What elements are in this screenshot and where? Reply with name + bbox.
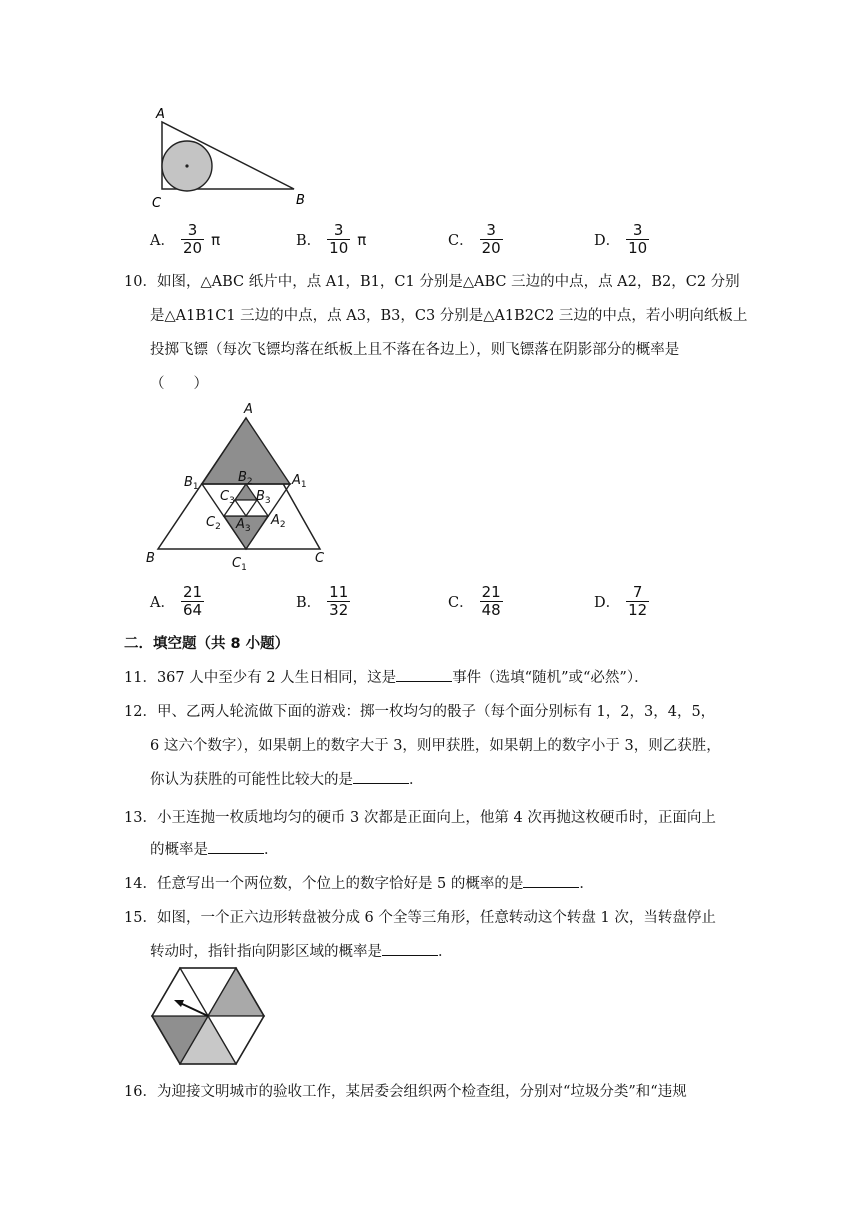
q9-option-a [150,222,220,257]
vertex-C3-label: $C_3$ [220,489,235,506]
numerator: 11 [329,583,349,601]
numerator: 3 [187,221,198,239]
q13-line-2 [150,838,279,859]
q13-line-1 [124,806,716,827]
question-text: 367 人中至少有 2 人生日相同，这是 [156,670,397,686]
question-text: 你认为获胜的可能性比较大的是 [150,772,353,788]
q9-option-c [448,222,503,257]
pi-symbol: π [211,230,221,249]
question-number: 11． [124,670,157,686]
pi-symbol: π [357,230,367,249]
question-text: 如图，△ABC 纸片中，点 A1，B1，C1 分别是△ABC 三边的中点，点 A2，B2，C2 分别 [156,274,740,290]
section-heading: 二．填空题（共 8 小题） [124,636,290,652]
denominator: 20 [182,239,203,257]
triangle-incircle-figure [148,104,318,216]
numerator: 3 [486,221,496,239]
question-text: 为迎接文明城市的验收工作，某居委会组织两个检查组，分别对“垃圾分类”和“违规 [156,1084,687,1100]
question-text: ． [579,876,594,892]
q9-option-d [594,222,649,257]
option-label: C． [448,233,474,249]
fraction [480,222,503,257]
denominator: 64 [182,601,203,619]
vertex-A2-label: $A_2$ [271,513,286,530]
vertex-B-label: B [296,193,305,208]
answer-blank[interactable] [353,769,409,784]
question-text: 转动时，指针指向阴影区域的概率是 [150,944,382,960]
option-label: A． [150,595,175,611]
q10-option-d [594,584,649,619]
vertex-C-label: C [315,551,325,566]
vertex-C1-label: $C_1$ [232,556,247,570]
q10-option-a [150,584,204,619]
answer-blank[interactable] [382,941,438,956]
option-label: A． [150,233,175,249]
q12-line-1 [124,700,715,721]
vertex-C-label: C [152,196,162,211]
numerator: 7 [632,583,643,601]
question-text: ． [409,772,424,788]
q10-line-1 [124,270,740,291]
fraction [480,584,503,619]
q10-line-3: 投掷飞镖（每次飞镖均落在纸板上且不落在各边上），则飞镖落在阴影部分的概率是 [150,342,680,358]
fraction [626,222,649,257]
question-number: 13． [124,810,157,826]
q12-line-3 [150,768,424,789]
fraction [327,222,350,257]
fraction [626,584,649,619]
q11 [124,666,649,687]
q12-line-2: 6 这六个数字），如果朝上的数字大于 3，则甲获胜，如果朝上的数字小于 3，则乙获胜， [150,738,721,754]
question-text: 任意写出一个两位数，个位上的数字恰好是 5 的概率的是 [156,876,524,892]
question-text: ． [438,944,453,960]
denominator: 10 [628,239,648,257]
numerator: 3 [632,221,643,239]
question-text: 事件（选填“随机”或“必然”）． [452,670,649,686]
option-label: C． [448,595,474,611]
answer-blank[interactable] [523,873,579,888]
denominator: 20 [481,239,501,257]
vertex-A3-label: $A_3$ [236,517,251,534]
vertex-B2-label: $B_2$ [238,470,253,487]
question-number: 10． [124,274,157,290]
vertex-A1-label: $A_1$ [292,473,307,490]
vertex-B-label: B [146,551,155,566]
numerator: 3 [333,221,344,239]
answer-blank[interactable] [208,839,264,854]
question-text: 甲、乙两人轮流做下面的游戏：掷一枚均匀的骰子（每个面分别标有 1，2，3，4，5， [156,704,716,720]
q10-line-2: 是△A1B1C1 三边的中点，点 A3，B3，C3 分别是△A1B2C2 三边的中点，若小明向纸板上 [150,308,748,324]
question-text: 小王连抛一枚质地均匀的硬币 3 次都是正面向上，他第 4 次再抛这枚硬币时，正面向上 [156,810,716,826]
q15-line-1 [124,906,716,927]
answer-blank[interactable] [396,667,452,682]
q9-option-b [296,222,366,257]
q14 [124,872,594,893]
q10-option-c [448,584,503,619]
vertex-C2-label: $C_2$ [206,515,221,532]
vertex-B1-label: $B_1$ [184,475,199,492]
vertex-A-label: A [244,402,253,417]
denominator: 10 [329,239,349,257]
option-label: D． [594,595,621,611]
q10-option-b [296,584,350,619]
denominator: 32 [329,601,349,619]
option-label: B． [296,233,322,249]
q10-answer-parens: （ ） [150,376,208,392]
nested-triangles-figure [140,398,340,570]
vertex-A-label: A [156,107,165,122]
fraction [327,584,350,619]
question-number: 15． [124,910,157,926]
vertex-B3-label: $B_3$ [256,489,271,506]
question-text: 如图，一个正六边形转盘被分成 6 个全等三角形，任意转动这个转盘 1 次，当转盘停止 [156,910,716,926]
numerator: 21 [481,583,501,601]
numerator: 21 [182,583,203,601]
question-number: 12． [124,704,157,720]
hexagon-spinner-figure [148,962,268,1070]
q16-line-1 [124,1080,687,1101]
q15-line-2 [150,940,453,961]
denominator: 48 [481,601,501,619]
fraction [181,222,204,257]
question-number: 16． [124,1084,157,1100]
option-label: D． [594,233,621,249]
fraction [181,584,204,619]
denominator: 12 [628,601,648,619]
question-text: 的概率是 [150,842,208,858]
option-label: B． [296,595,322,611]
question-text: ． [264,842,279,858]
question-number: 14． [124,876,157,892]
